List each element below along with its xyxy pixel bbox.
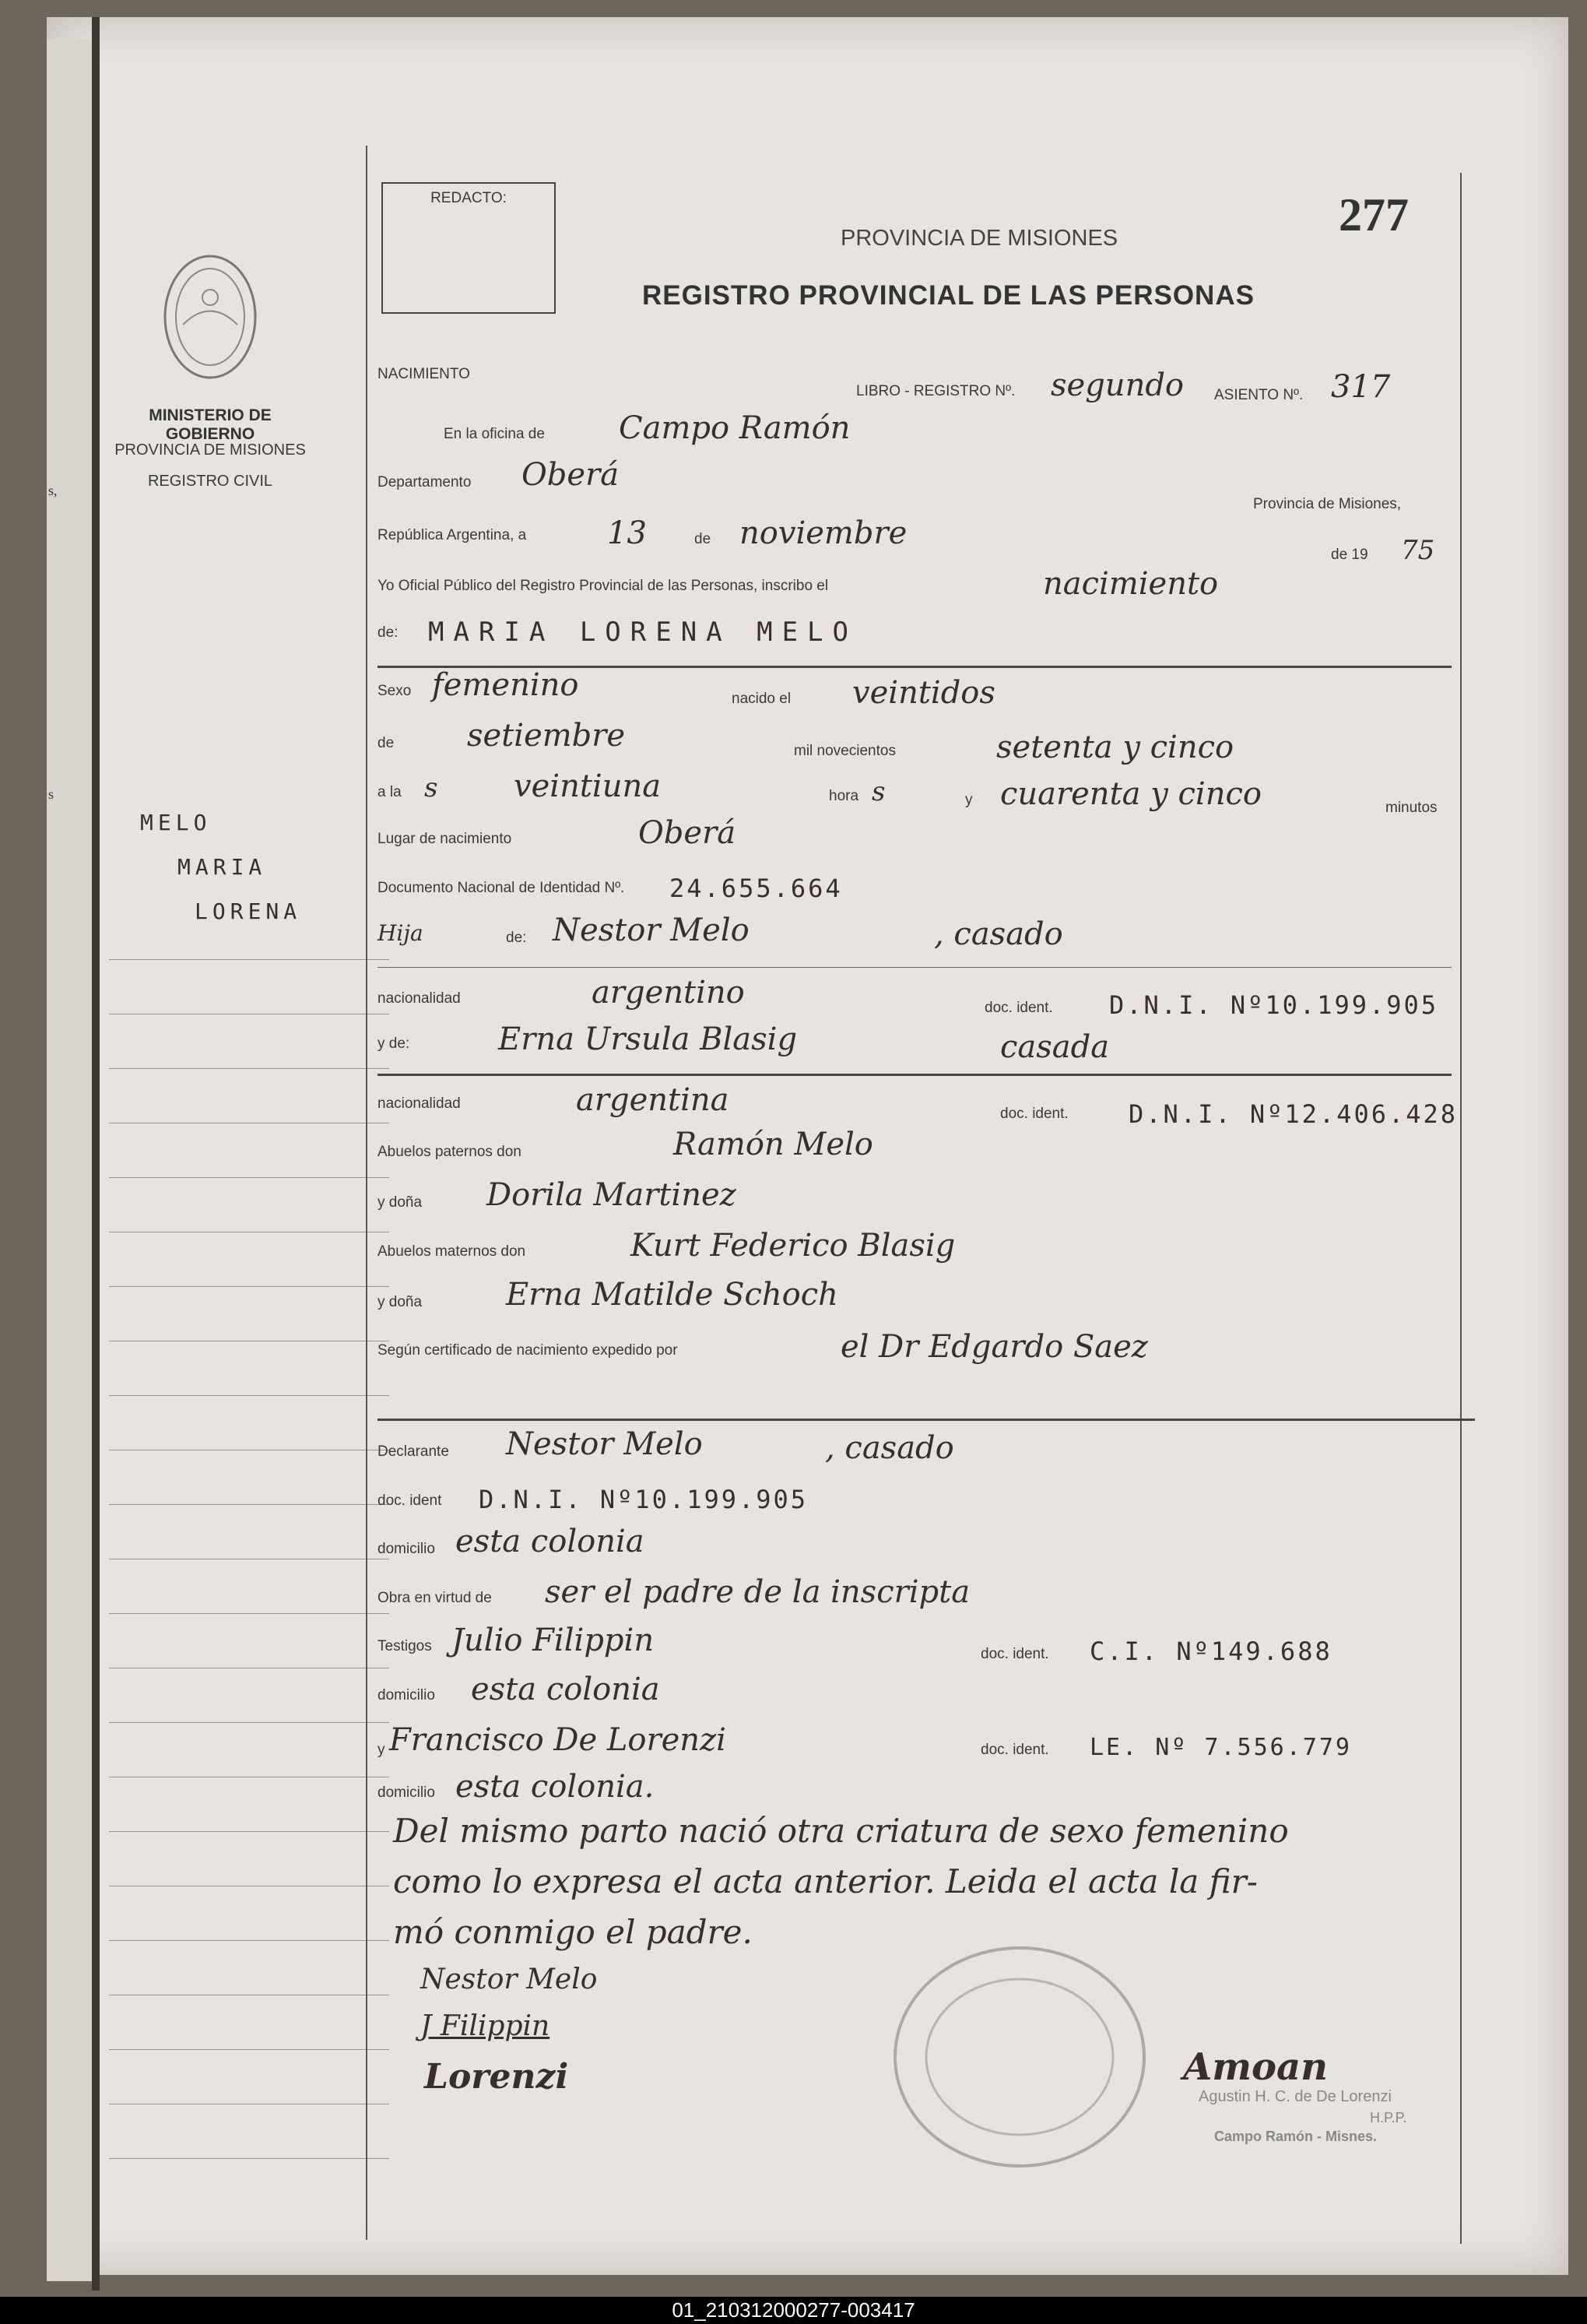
mother-doc-label: doc. ident. (1000, 1106, 1069, 1122)
oficina-label: En la oficina de (444, 426, 545, 442)
obra-value: ser el padre de la inscripta (545, 1574, 971, 1610)
redacto-label: REDACTO: (430, 190, 507, 206)
domicilio-t2: esta colonia. (455, 1769, 655, 1805)
father-nationality-label: nacionalidad (377, 990, 461, 1007)
republica-label: República Argentina, a (377, 527, 527, 543)
document-title: REGISTRO PROVINCIAL DE LAS PERSONAS (642, 280, 1255, 311)
de-label: de (694, 531, 711, 547)
testigo2-doc: LE. Nº 7.556.779 (1090, 1734, 1352, 1761)
margin-note-line2: MARIA (177, 854, 267, 880)
oficial-label: Yo Oficial Público del Registro Provincial de las Personas, inscribo el (377, 578, 829, 594)
declarante-value: Nestor Melo (506, 1426, 703, 1462)
domicilio-label: domicilio (377, 1541, 435, 1557)
domicilio-value: esta colonia (455, 1524, 644, 1559)
father-status: , casado (934, 916, 1063, 952)
edge-mark: s, (48, 483, 58, 498)
seal-ministry: MINISTERIO DE GOBIERNO (149, 406, 272, 443)
declarante-label: Declarante (377, 1443, 449, 1460)
abuelos-maternos-label: Abuelos maternos don (377, 1243, 526, 1260)
ala-suffix: s (424, 772, 438, 803)
mother-status: casada (1000, 1029, 1110, 1065)
testigo2-doc-label: doc. ident. (981, 1742, 1049, 1758)
declarante-doc-label: doc. ident (377, 1492, 442, 1509)
dni-value: 24.655.664 (669, 874, 843, 903)
day-value: 13 (607, 515, 647, 551)
margin-note-line3: LORENA (195, 898, 302, 924)
mother-nationality: argentina (576, 1082, 729, 1118)
sexo-label: Sexo (377, 683, 412, 699)
oficial-value: nacimiento (1043, 566, 1219, 602)
libro-value: segundo (1051, 367, 1185, 403)
minutes-value: cuarenta y cinco (1000, 776, 1262, 812)
note-line2: como lo expresa el acta anterior. Leida el acta la fir- (393, 1862, 1258, 1900)
mother-name: Erna Ursula Blasig (498, 1021, 798, 1057)
margin-note-line1: MELO (140, 810, 212, 835)
dni-label: Documento Nacional de Identidad Nº. (377, 880, 625, 896)
father-doc-label: doc. ident. (985, 1000, 1053, 1016)
domicilio-t1: esta colonia (471, 1672, 660, 1707)
signature-witness2: Lorenzi (424, 2057, 569, 2097)
provincia-label: Provincia de Misiones, (1253, 496, 1402, 512)
yde-label: y de: (377, 1035, 410, 1052)
page-number: 277 (1339, 189, 1409, 241)
testigo1-doc-label: doc. ident. (981, 1646, 1049, 1662)
seal-province: PROVINCIA DE MISIONES (114, 441, 306, 459)
note-line1: Del mismo parto nació otra criatura de sexo femenino (393, 1812, 1289, 1850)
sexo-value: femenino (432, 667, 579, 703)
testigo2: Francisco De Lorenzi (389, 1722, 726, 1758)
hija-de-label: de: (506, 930, 527, 946)
libro-label: LIBRO - REGISTRO Nº. (856, 383, 1016, 399)
official-signature: Amoan (1183, 2045, 1329, 2089)
note-line3: mó conmigo el padre. (393, 1913, 753, 1951)
mother-doc: D.N.I. Nº12.406.428 (1129, 1099, 1459, 1129)
testigo1-doc: C.I. Nº149.688 (1090, 1637, 1332, 1666)
abuela-materna-label: y doña (377, 1294, 423, 1310)
month-value: noviembre (739, 515, 908, 551)
declarante-doc: D.N.I. Nº10.199.905 (479, 1485, 809, 1514)
abuelo-materno: Kurt Federico Blasig (630, 1228, 956, 1264)
ala-label: a la (377, 784, 402, 800)
lugar-label: Lugar de nacimiento (377, 831, 512, 847)
act-type-label: NACIMIENTO (377, 366, 470, 382)
domicilio-t2-label: domicilio (377, 1784, 435, 1801)
domicilio-t1-label: domicilio (377, 1687, 435, 1703)
header-province: PROVINCIA DE MISIONES (841, 226, 1118, 251)
registry-stamp (887, 1940, 1152, 2174)
declarante-status: , casado (825, 1430, 954, 1466)
abuelos-paternos-label: Abuelos paternos don (377, 1144, 521, 1160)
testigo2-y-label: y (377, 1742, 385, 1758)
de-name-label: de: (377, 624, 399, 641)
segun-label: Según certificado de nacimiento expedido por (377, 1342, 678, 1359)
testigos-label: Testigos (377, 1638, 432, 1654)
stamp-title: H.P.P. (1370, 2110, 1407, 2125)
de2-label: de (377, 735, 395, 751)
stamp-name: Agustin H. C. de De Lorenzi (1199, 2088, 1392, 2105)
hija-label: Hija (377, 920, 423, 946)
nacido-value: veintidos (852, 675, 995, 711)
abuela-materna: Erna Matilde Schoch (506, 1277, 838, 1313)
mil-label: mil novecientos (794, 743, 896, 759)
full-name: MARIA LORENA MELO (428, 617, 858, 648)
signature-witness1: J Filippin (420, 2010, 550, 2042)
departamento-label: Departamento (377, 474, 472, 490)
year-value: 75 (1401, 535, 1435, 566)
stamp-location: Campo Ramón - Misnes. (1214, 2129, 1378, 2144)
registry-page (47, 17, 1568, 2275)
file-id-footer: 01_210312000277-003417 (0, 2297, 1587, 2324)
lugar-value: Oberá (638, 815, 736, 851)
oficina-value: Campo Ramón (619, 410, 851, 446)
obra-label: Obra en virtud de (377, 1590, 492, 1606)
abuela-paterna-label: y doña (377, 1194, 423, 1211)
asiento-label: ASIENTO Nº. (1214, 387, 1304, 403)
signature-father: Nestor Melo (420, 1964, 598, 1995)
abuelo-paterno: Ramón Melo (673, 1127, 873, 1162)
nacido-label: nacido el (732, 691, 792, 707)
mother-nationality-label: nacionalidad (377, 1095, 461, 1112)
horas-label: hora (829, 788, 859, 804)
mil-value: setenta y cinco (996, 730, 1234, 765)
de-year-label: de 19 (1331, 547, 1368, 563)
hour-value: veintiuna (514, 768, 662, 804)
abuela-paterna: Dorila Martinez (486, 1177, 736, 1213)
segun-value: el Dr Edgardo Saez (841, 1329, 1148, 1365)
edge-mark: s (48, 786, 54, 802)
horas-suffix: s (872, 776, 886, 807)
father-name: Nestor Melo (553, 912, 750, 948)
departamento-value: Oberá (521, 457, 620, 493)
redacto-box (381, 182, 556, 314)
book-spine (92, 17, 100, 2291)
seal-registry: REGISTRO CIVIL (147, 473, 273, 490)
y-label: y (965, 792, 973, 808)
father-doc: D.N.I. Nº10.199.905 (1109, 990, 1439, 1020)
father-nationality: argentino (592, 975, 745, 1011)
testigo1: Julio Filippin (451, 1623, 655, 1658)
asiento-value: 317 (1331, 369, 1391, 405)
coat-of-arms-seal (160, 251, 261, 383)
previous-page-edge (47, 39, 92, 2281)
birth-month: setiembre (467, 718, 626, 754)
minutos-label: minutos (1385, 800, 1438, 816)
